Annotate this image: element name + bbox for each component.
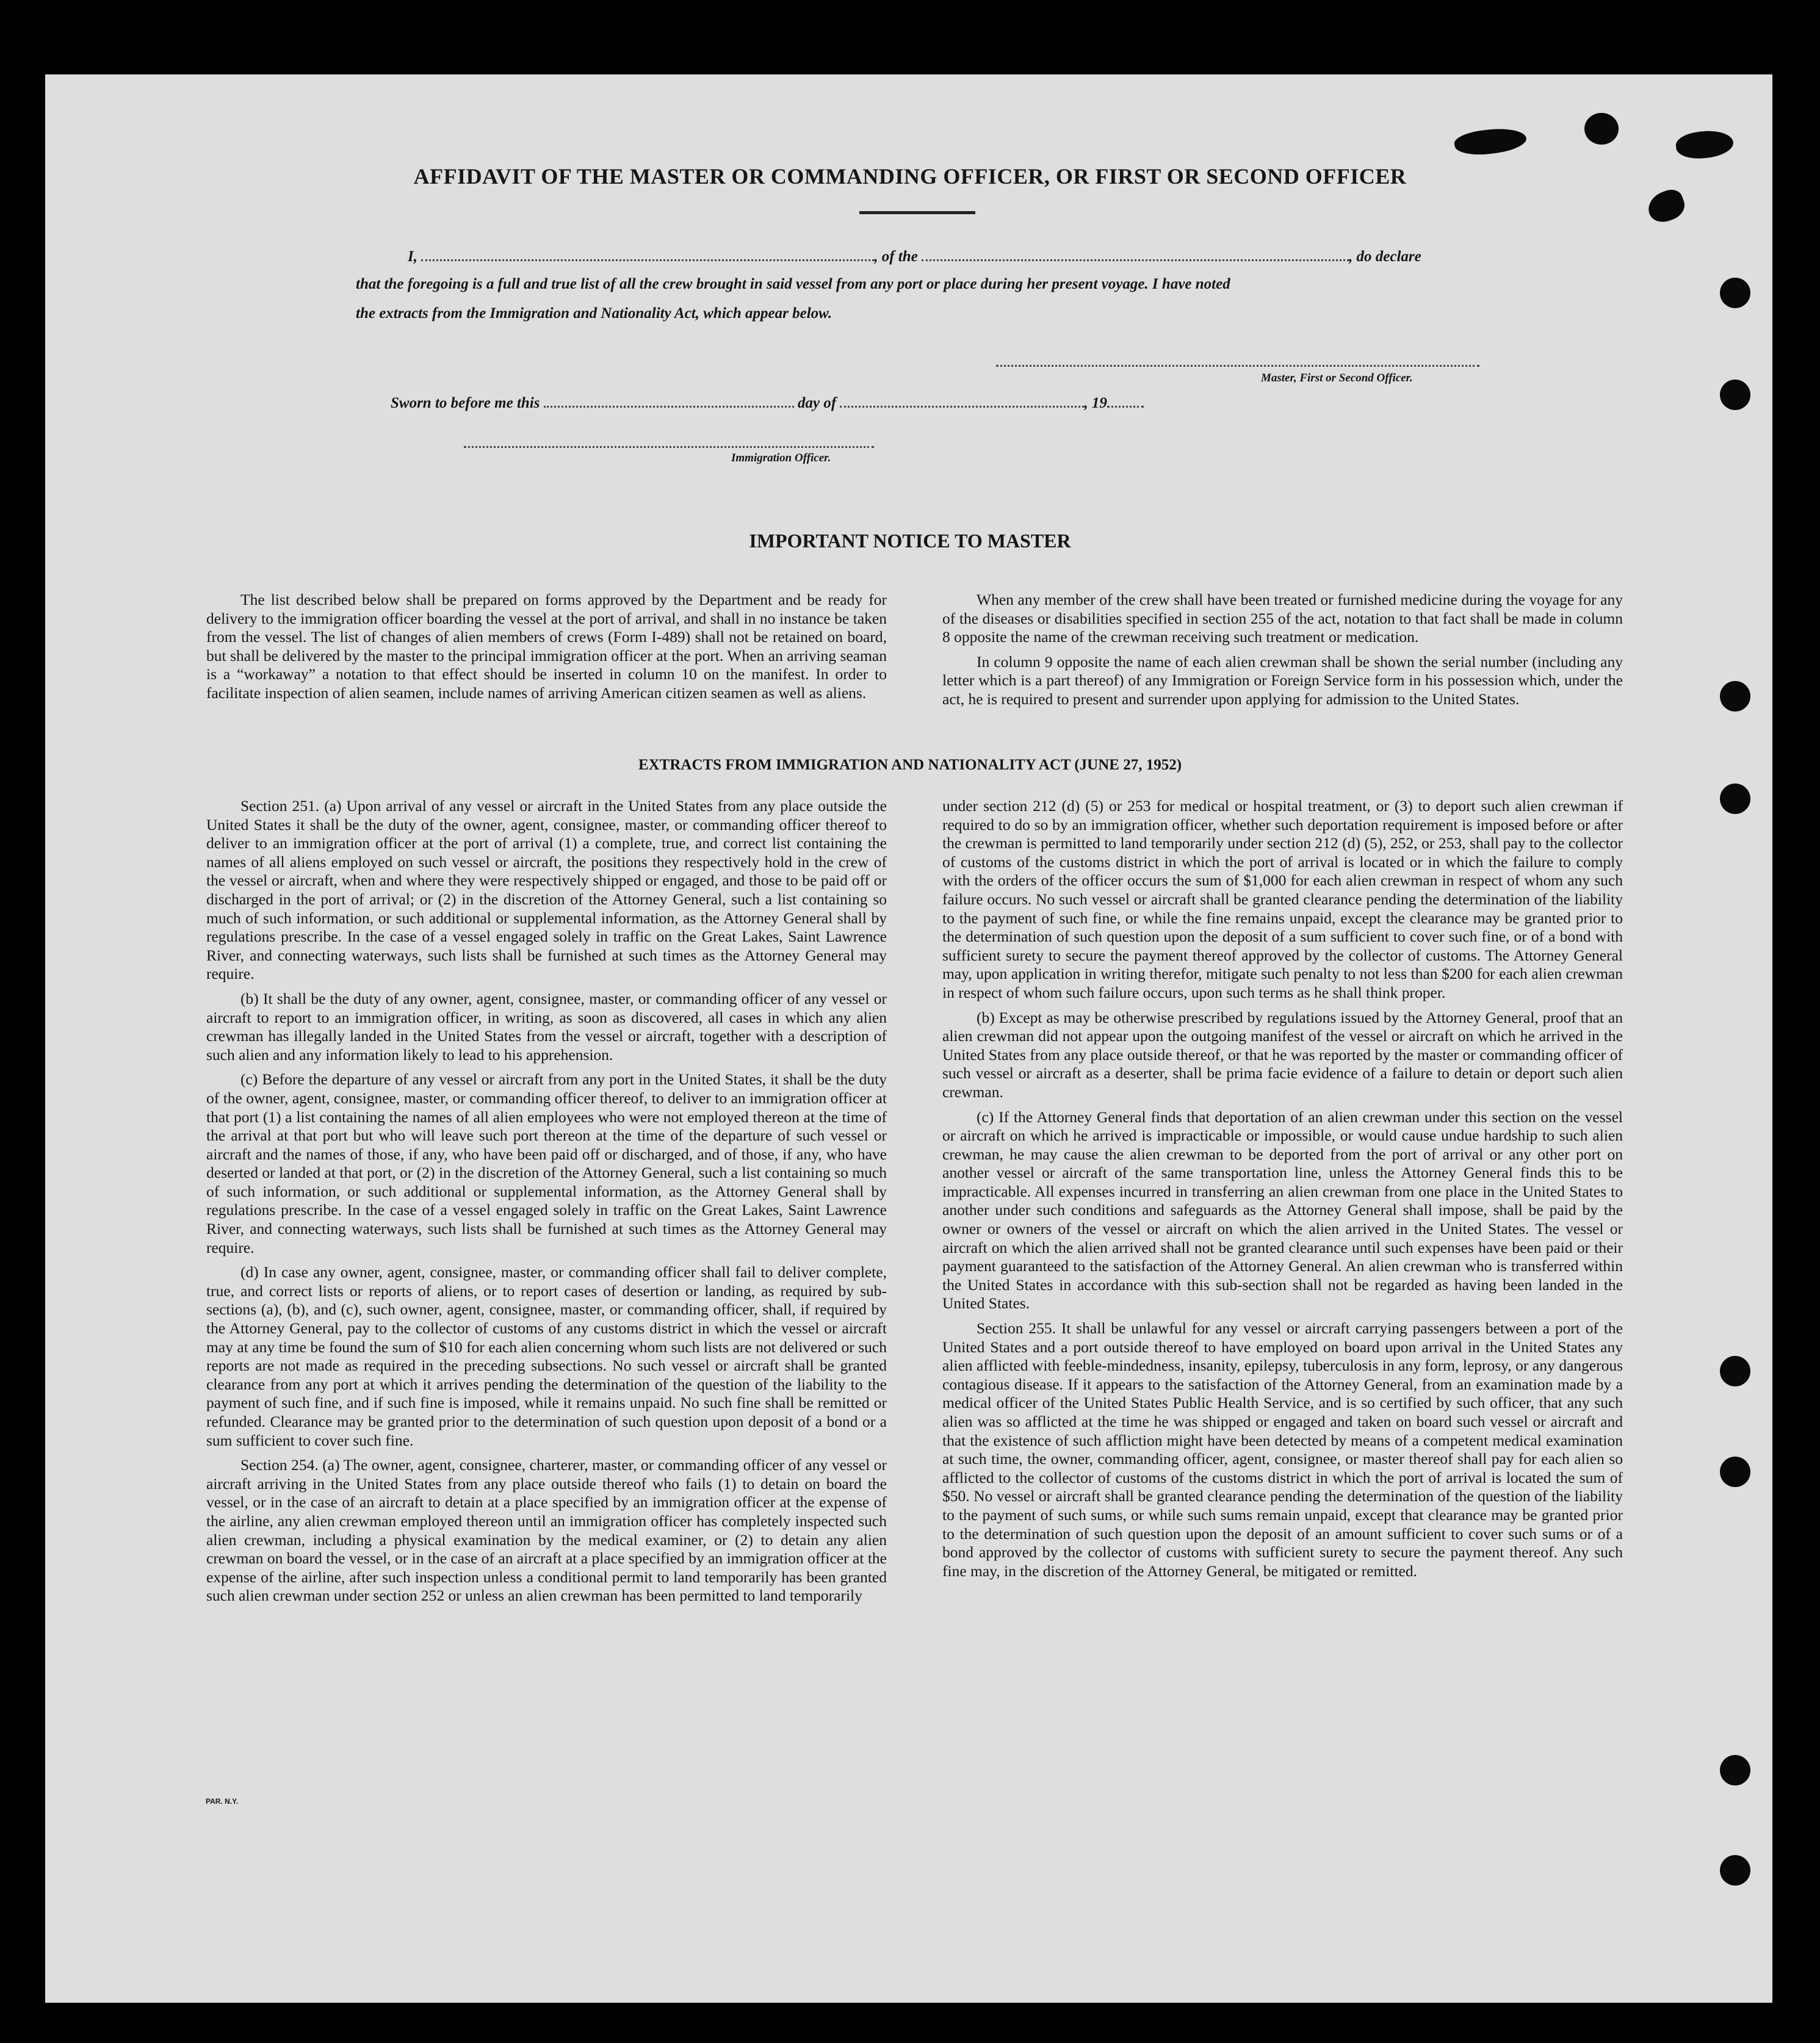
binder-hole [1720, 380, 1750, 410]
binder-hole [1720, 278, 1750, 308]
section-254-a-continued: under section 212 (d) (5) or 253 for medical or hospital treatment, or (3) to deport such alien crewman if required to do so by an immigration officer, whether such deportation requirement is imposed before or after the crewman is permitted to land temporarily under section 212 (d) (5), 252, or 253, shall pay to the collector of customs of the customs district in which the port of arrival is located or in which the failure to comply with the orders of the officer occurs the sum of $1,000 for each alien crewman in respect of whom any such failure occurs. No such vessel or aircraft shall be granted clearance pending the determination of the liability to the payment of such fine, or while the fine remains unpaid, except the clearance may be granted prior to the determination of such question upon the deposit of a sum sufficient to cover such fine, or of a bond with sufficient surety to secure the payment thereof approved by the collector of customs. The Attorney General may, upon application in writing therefor, mitigate such penalty to not less than $200 for each alien crewman in respect of whom such failure occurs, upon such terms as he shall think proper. [942, 797, 1623, 1001]
section-251-d: (d) In case any owner, agent, consignee, master, or commanding officer shall fail to deliver complete, true, and correct lists or reports of aliens, or to report cases of desertion or landing, as required by sub-sections (a), (b), and (c), such owner, agent, consignee, master, or commanding officer, shall, if required by the Attorney General, pay to the collector of customs of any customs district in which the vessel or aircraft may at any time be found the sum of $10 for each alien concerning whom such lists are not delivered or such reports are not made as required in the preceding subsections. No such vessel or aircraft shall be granted clearance from any port at which it arrives pending the determination of the question of the liability to the payment of such fine, and if such fine is imposed, while it remains unpaid. No such fine shall be remitted or refunded. Clearance may be granted prior to the determination of such question upon deposit of a bond or a sum sufficient to cover such fine. [206, 1263, 887, 1449]
name-field[interactable] [421, 247, 874, 261]
sworn-prefix-label: Sworn to before me this [391, 395, 540, 411]
master-signature-caption: Master, First or Second Officer. [1261, 372, 1413, 384]
section-254-a: Section 254. (a) The owner, agent, consignee, charterer, master, or commanding officer of any vessel or aircraft arriving in the United States from any place outside thereof who fails (1) to detain on board the vessel, or in the case of an aircraft to detain at a place specified by an immigration officer at the expense of the airline, any alien crewman employed thereon until an immigration officer has completely inspected such alien crewman, including a physical examination by the medical examiner, or (2) to detain any alien crewman on board the vessel, or in the case of an aircraft at a place specified by an immigration officer at the expense of the airline, after such inspection unless a conditional permit to land temporarily has been granted such alien crewman under section 252 or unless an alien crewman has been permitted to land temporarily [206, 1456, 887, 1605]
statement-line-2: the extracts from the Immigration and Nationality Act, which appear below. [356, 305, 832, 322]
declaration-of-the-label: , of the [874, 248, 918, 265]
binder-hole [1720, 784, 1750, 814]
affidavit-title: AFFIDAVIT OF THE MASTER OR COMMANDING OFFICER, OR FIRST OR SECOND OFFICER [413, 164, 1407, 189]
binder-hole [1720, 1855, 1750, 1886]
notice-left-paragraph: The list described below shall be prepared on forms approved by the Department and be ready for delivery to the immigration officer boarding the vessel at the port of arrival, and shall in no instance be taken from the vessel. The list of changes of alien members of crews (Form I-489) shall not be retained on board, but shall be delivered by the master to the principal immigration officer at the port. When an arriving seaman is a “workaway” a notation to that effect should be inserted in column 10 on the manifest. In order to facilitate inspection of alien seamen, include names of arriving American citizen seamen as well as aliens. [206, 591, 887, 702]
declaration-line [408, 247, 1421, 265]
extracts-left-column [206, 797, 887, 1612]
sworn-line [391, 394, 1144, 412]
section-254-c: (c) If the Attorney General finds that deportation of an alien crewman under this section on the vessel or aircraft on which he arrived is impracticable or impossible, or would cause undue hardship to such alien crewman, he may cause the alien crewman to be deported from the port of arrival or any other port on another vessel or aircraft of the same transportation line, unless the Attorney General finds this to be impracticable. All expenses incurred in transferring an alien crewman from one place in the United States to another under such conditions and safeguards as the Attorney General shall impose, shall be paid by the owner or owners of the vessel or aircraft on which the alien arrived in the United States. The vessel or aircraft on which the alien arrived shall not be granted clearance until such expenses have been paid or their payment guaranteed to the satisfaction of the Attorney General. An alien crewman who is transferred within the United States in accordance with this sub-section shall not be regarded as having been landed in the United States. [942, 1108, 1623, 1313]
binder-hole [1720, 1356, 1750, 1386]
printer-mark: PAR. N.Y. [206, 1797, 239, 1806]
sworn-year-label: , 19 [1084, 395, 1107, 411]
ink-mark [1584, 113, 1619, 145]
sworn-month-field[interactable] [840, 394, 1084, 408]
extracts-title: EXTRACTS FROM IMMIGRATION AND NATIONALITY ACT (JUNE 27, 1952) [638, 757, 1182, 773]
master-signature-field[interactable] [996, 365, 1479, 367]
section-255: Section 255. It shall be unlawful for any vessel or aircraft carrying passengers between a port of the United States and a port outside thereof to have employed on board upon arrival in the United States any alien afflicted with feeble-mindedness, insanity, epilepsy, tuberculosis in any form, leprosy, or any dangerous contagious disease. If it appears to the satisfaction of the Attorney General, from an examination made by a medical officer of the United States Public Health Service, and is so certified by such officer, that any such alien was so afflicted at the time he was shipped or engaged and taken on board such vessel or aircraft and that the existence of such affliction might have been detected by means of a competent medical examination at such time, the owner, commanding officer, agent, consignee, or master thereof shall pay for each alien so afflicted to the collector of customs of the customs district in which the port of arrival is located the sum of $50. No vessel or aircraft shall be granted clearance pending the determination of the question of the liability to the payment of such sums, or while such sums remain unpaid, except that clearance may be granted prior to the determination of such question upon the deposit of an amount sufficient to cover such sums or of a bond approved by the collector of customs with sufficient surety to secure the payment thereof. Any such fine may, in the discretion of the Attorney General, be mitigated or remitted. [942, 1319, 1623, 1580]
section-251-b: (b) It shall be the duty of any owner, agent, consignee, master, or commanding officer of any vessel or aircraft to report to an immigration officer, in writing, as soon as discovered, all cases in which any alien crewman has illegally landed in the United States from the vessel or aircraft, together with a description of such alien and any information likely to lead to his apprehension. [206, 989, 887, 1064]
notice-right-paragraph-2: In column 9 opposite the name of each alien crewman shall be shown the serial number (including any letter which is a part thereof) of any Immigration or Foreign Service form in his possession which, under the act, he is required to present and surrender upon applying for admission to the United States. [942, 652, 1623, 708]
section-251-a: Section 251. (a) Upon arrival of any vessel or aircraft in the United States from any place outside the United States it shall be the duty of the owner, agent, consignee, master, or commanding officer thereof to deliver to an immigration officer at the port of arrival (1) a complete, true, and correct list containing the names of all aliens employed on such vessel or aircraft, the positions they respectively hold in the crew of the vessel or aircraft, when and where they were respectively shipped or engaged, and those to be paid off or discharged in the port of arrival; or (2) in the discretion of the Attorney General, such a list containing so much of such information, or such additional or supplemental information, as the Attorney General shall by regulations prescribe. In the case of a vessel engaged solely in traffic on the Great Lakes, Saint Lawrence River, and connecting waterways, such lists shall be furnished at such times as the Attorney General may require. [206, 797, 887, 983]
sworn-year-field[interactable] [1107, 394, 1144, 408]
immigration-officer-signature-field[interactable] [464, 446, 874, 448]
notice-right-column [942, 591, 1623, 715]
binder-hole [1720, 681, 1750, 712]
vessel-field[interactable] [922, 247, 1349, 261]
notice-title: IMPORTANT NOTICE TO MASTER [749, 530, 1071, 552]
statement-line-1: that the foregoing is a full and true list of all the crew brought in said vessel from any port or place during her present voyage. I have noted [356, 276, 1230, 292]
sworn-day-field[interactable] [544, 394, 794, 408]
declaration-end-label: , do declare [1349, 248, 1421, 265]
immigration-officer-caption: Immigration Officer. [731, 452, 831, 464]
section-251-c: (c) Before the departure of any vessel or aircraft from any port in the United States, it shall be the duty of the owner, agent, consignee, master, or commanding officer thereof, to deliver to an immigration officer at that port (1) a list containing the names of all alien employees who were not employed thereon at the time of the arrival at that port but who will leave such port thereon at the time of the departure of such vessel or aircraft and the names of those, if any, who have been paid off or discharged, and of those, if any, who have deserted or landed at that port, or (2) in the discretion of the Attorney General, such a list containing so much of such information, or such additional or supplemental information, as the Attorney General shall by regulations prescribe. In the case of a vessel engaged solely in traffic on the Great Lakes, Saint Lawrence River, and connecting waterways, such lists shall be furnished at such times as the Attorney General may require. [206, 1070, 887, 1256]
notice-right-paragraph-1: When any member of the crew shall have been treated or furnished medicine during the voyage for any of the diseases or disabilities specified in section 255 of the act, notation to that fact shall be made in column 8 opposite the name of the crewman receiving such treatment or medication. [942, 591, 1623, 646]
title-rule [859, 211, 975, 214]
sworn-day-of-label: day of [797, 395, 837, 411]
binder-hole [1720, 1755, 1750, 1785]
section-254-b: (b) Except as may be otherwise prescribed by regulations issued by the Attorney General, proof that an alien crewman did not appear upon the outgoing manifest of the vessel or aircraft on which he arrived in the United States from any place outside thereof, or that he was reported by the master or commanding officer of such vessel or aircraft as a deserter, shall be prima facie evidence of a failure to detain or deport such alien crewman. [942, 1008, 1623, 1101]
notice-left-column [206, 591, 887, 709]
extracts-right-column [942, 797, 1623, 1587]
declaration-i-label: I, [408, 248, 417, 265]
binder-hole [1720, 1457, 1750, 1487]
